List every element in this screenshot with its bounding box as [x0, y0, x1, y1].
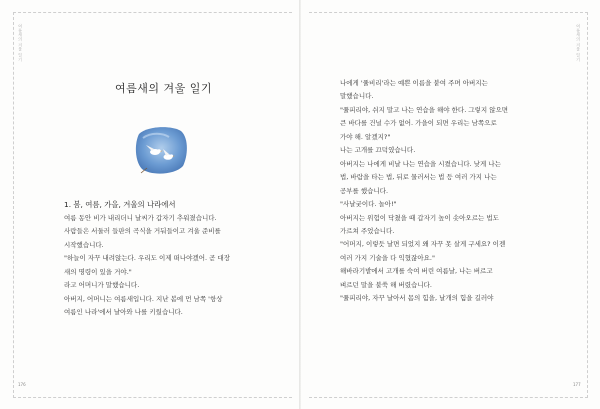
- birds-in-sky-illustration: [133, 124, 189, 176]
- text-line: 아버지는 나에게 비날 나는 연습을 시켰습니다. 낮게 나는: [340, 159, 501, 168]
- text-line: 큰 바다를 건널 수가 없어. 가을이 되면 우리는 남쪽으로: [340, 119, 497, 128]
- text-line: "어머지, 이렇듯 날면 되었지 왜 자꾸 못 살게 구세요? 이젠: [340, 240, 506, 249]
- chapter-title: 여름새의 겨울 일기: [115, 82, 213, 95]
- text-line: "하늘이 자꾸 내려앉는다. 우리도 이제 떠나야겠어. 곧 대장: [64, 254, 231, 263]
- text-line: 해바라기밭에서 고개를 숙여 버린 여름날, 나는 버르고: [340, 267, 493, 276]
- text-line: 법, 바람을 타는 법, 뒤로 물러서는 법 등 여러 가지 나는: [340, 173, 497, 182]
- text-line: 아버지는 위험이 닥쳤을 때 갑자기 높이 솟아오르는 법도: [340, 213, 499, 222]
- page-number-right: 177: [573, 382, 581, 387]
- text-line: 벼르던 말을 불쑥 해 버렸습니다.: [340, 280, 432, 289]
- text-line: 라고 어머니가 말했습니다.: [64, 281, 140, 290]
- text-line: "퓰피리야, 쉬지 말고 나는 연습을 해야 한다. 그렇지 않으면: [340, 105, 509, 114]
- text-line: 나에게 '퓰비리'라는 예쁜 이름을 붙여 주며 아버지는: [340, 79, 488, 87]
- running-head-left: 여름새의 겨울 일기: [18, 24, 23, 62]
- text-line: "사날궂이다. 놀아!": [340, 200, 397, 209]
- page-number-left: 176: [18, 382, 26, 387]
- text-line: 여러 가지 기술을 다 익혔잖아요.": [340, 253, 435, 262]
- text-line: 여름 동안 비가 내리더니 날씨가 갑자기 추워졌습니다.: [64, 214, 217, 222]
- text-line: 사람들은 서둘러 들판의 곡식을 거둬들이고 겨울 준비를: [64, 227, 221, 236]
- text-line: 시작했습니다.: [64, 240, 104, 249]
- text-line: 공부를 했습니다.: [340, 186, 389, 195]
- page-gutter: [299, 0, 301, 409]
- text-line: 나는 고개를 끄덕였습니다.: [340, 146, 416, 155]
- left-body-text: [64, 212, 282, 320]
- text-line: 말했습니다.: [340, 92, 374, 101]
- running-head-right: 여름새의 겨울 일기: [576, 24, 581, 62]
- text-line: "퓰피리야, 자꾸 날아서 몸의 힘을, 날개의 힘을 길러야: [340, 294, 494, 303]
- text-line: 새의 명령이 있을 거야.": [64, 267, 132, 276]
- right-body-text: [340, 77, 570, 306]
- text-line: 가야 해. 알겠지?": [340, 132, 391, 141]
- text-line: 아버지, 어머니는 여름새입니다. 지난 봄에 먼 남쪽 '항상: [64, 294, 223, 303]
- text-line: 여름인 나라'에서 날아와 나를 키웠습니다.: [64, 308, 183, 317]
- text-line: 가르쳐 주었습니다.: [340, 226, 395, 235]
- section-heading: 1. 봄, 여름, 가을, 겨울의 나라에서: [64, 200, 176, 209]
